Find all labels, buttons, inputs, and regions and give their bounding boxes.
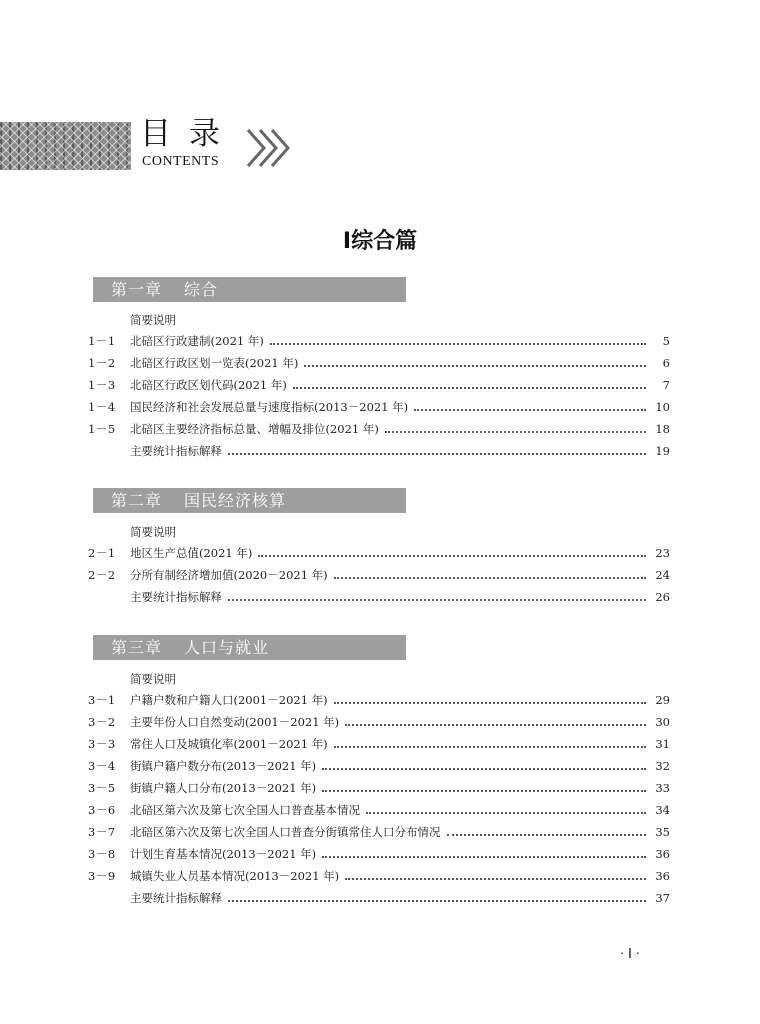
- leader-dots: [414, 408, 646, 411]
- leader-dots: [385, 430, 646, 433]
- entry-number: 3－6: [88, 803, 116, 817]
- entry-page: 29: [655, 693, 670, 707]
- entry-page: 36: [655, 869, 670, 883]
- leader-dots: [228, 452, 646, 455]
- entry-title: 北碚区行政区划代码(2021 年): [130, 378, 287, 392]
- entry-page: 31: [655, 737, 670, 751]
- chapter-intro: 简要说明: [130, 525, 176, 539]
- chapter-intro: 简要说明: [130, 672, 176, 686]
- toc-entry[interactable]: [88, 733, 670, 755]
- chapter-heading: [93, 488, 406, 513]
- entry-page: 33: [655, 781, 670, 795]
- toc-entry[interactable]: [88, 777, 670, 799]
- entry-number: 3－5: [88, 781, 116, 795]
- entry-page: 19: [655, 444, 670, 458]
- chapter-name: 人口与就业: [184, 638, 270, 657]
- entry-title: 国民经济和社会发展总量与速度指标(2013－2021 年): [130, 400, 409, 414]
- leader-dots: [322, 855, 646, 858]
- entry-title: 北碚区行政区划一览表(2021 年): [130, 356, 299, 370]
- entry-title: 计划生育基本情况(2013－2021 年): [130, 847, 317, 861]
- entry-title: 常住人口及城镇化率(2001－2021 年): [130, 737, 328, 751]
- entry-page: 36: [655, 847, 670, 861]
- chapter-name: 国民经济核算: [184, 491, 287, 510]
- chevrons-icon: [246, 128, 294, 168]
- leader-dots: [322, 767, 646, 770]
- entry-page: 34: [655, 803, 670, 817]
- toc-entry[interactable]: [88, 330, 670, 352]
- toc-entry[interactable]: [88, 352, 670, 374]
- toc-entry[interactable]: [88, 887, 670, 909]
- chapter-intro: 简要说明: [130, 313, 176, 327]
- entry-page: 7: [662, 378, 670, 392]
- entry-number: 3－1: [88, 693, 116, 707]
- part-title: Ⅰ综合篇: [342, 229, 418, 254]
- entry-title: 街镇户籍户数分布(2013－2021 年): [130, 759, 317, 773]
- toc-entry[interactable]: [88, 865, 670, 887]
- chapter-label: 第一章: [111, 280, 163, 299]
- toc-entry[interactable]: [88, 711, 670, 733]
- entry-title: 地区生产总值(2021 年): [130, 546, 253, 560]
- leader-dots: [334, 576, 646, 579]
- toc-entry[interactable]: [88, 418, 670, 440]
- entry-number: 3－4: [88, 759, 116, 773]
- chapter-heading: [93, 277, 406, 302]
- toc-entry[interactable]: [88, 564, 670, 586]
- chapter-heading: [93, 635, 406, 660]
- entry-number: 3－8: [88, 847, 116, 861]
- toc-entry[interactable]: [88, 396, 670, 418]
- entry-number: 2－1: [88, 546, 116, 560]
- leader-dots: [258, 554, 646, 557]
- leader-dots: [345, 723, 646, 726]
- leader-dots: [228, 598, 646, 601]
- toc-entry[interactable]: [88, 689, 670, 711]
- leader-dots: [270, 342, 646, 345]
- leader-dots: [345, 877, 646, 880]
- entry-page: 10: [655, 400, 670, 414]
- entry-title: 主要年份人口自然变动(2001－2021 年): [130, 715, 340, 729]
- entry-number: 3－2: [88, 715, 116, 729]
- entry-page: 32: [655, 759, 670, 773]
- toc-entry[interactable]: [88, 542, 670, 564]
- toc-entry[interactable]: [88, 843, 670, 865]
- entry-title: 北碚区第六次及第七次全国人口普查分街镇常住人口分布情况: [130, 825, 441, 839]
- entry-page: 23: [655, 546, 670, 560]
- page-number: · Ⅰ ·: [619, 947, 641, 962]
- leader-dots: [334, 701, 646, 704]
- entry-page: 30: [655, 715, 670, 729]
- toc-entry[interactable]: [88, 755, 670, 777]
- leader-dots: [304, 364, 646, 367]
- entry-page: 24: [655, 568, 670, 582]
- chapter-label: 第三章: [111, 638, 163, 657]
- entry-page: 5: [662, 334, 670, 348]
- entry-number: 2－2: [88, 568, 116, 582]
- leader-dots: [447, 833, 647, 836]
- leader-dots: [366, 811, 646, 814]
- toc-entry[interactable]: [88, 586, 670, 608]
- entry-number: 3－7: [88, 825, 116, 839]
- entry-number: 1－5: [88, 422, 116, 436]
- entry-page: 26: [655, 590, 670, 604]
- entry-title: 主要统计指标解释: [130, 590, 222, 604]
- header-title: 目录: [140, 116, 238, 152]
- leader-dots: [293, 386, 646, 389]
- toc-entry[interactable]: [88, 374, 670, 396]
- entry-title: 主要统计指标解释: [130, 444, 222, 458]
- entry-page: 18: [655, 422, 670, 436]
- chapter-name: 综合: [184, 280, 219, 299]
- entry-page: 37: [655, 891, 670, 905]
- toc-entry[interactable]: [88, 440, 670, 462]
- entry-title: 城镇失业人员基本情况(2013－2021 年): [130, 869, 340, 883]
- entry-title: 北碚区主要经济指标总量、增幅及排位(2021 年): [130, 422, 379, 436]
- toc-entry[interactable]: [88, 821, 670, 843]
- entry-title: 北碚区第六次及第七次全国人口普查基本情况: [130, 803, 360, 817]
- entry-number: 1－1: [88, 334, 116, 348]
- entry-page: 35: [655, 825, 670, 839]
- entry-title: 主要统计指标解释: [130, 891, 222, 905]
- entry-title: 分所有制经济增加值(2020－2021 年): [130, 568, 328, 582]
- leader-dots: [228, 899, 646, 902]
- entry-title: 街镇户籍人口分布(2013－2021 年): [130, 781, 317, 795]
- entry-number: 1－4: [88, 400, 116, 414]
- entry-page: 6: [662, 356, 670, 370]
- entry-number: 1－3: [88, 378, 116, 392]
- chapter-label: 第二章: [111, 491, 163, 510]
- leader-dots: [334, 745, 646, 748]
- leader-dots: [322, 789, 646, 792]
- header-subtitle: CONTENTS: [142, 154, 220, 169]
- header-pattern: [0, 122, 131, 170]
- entry-title: 户籍户数和户籍人口(2001－2021 年): [130, 693, 328, 707]
- toc-entry[interactable]: [88, 799, 670, 821]
- entry-title: 北碚区行政建制(2021 年): [130, 334, 264, 348]
- entry-number: 1－2: [88, 356, 116, 370]
- entry-number: 3－9: [88, 869, 116, 883]
- entry-number: 3－3: [88, 737, 116, 751]
